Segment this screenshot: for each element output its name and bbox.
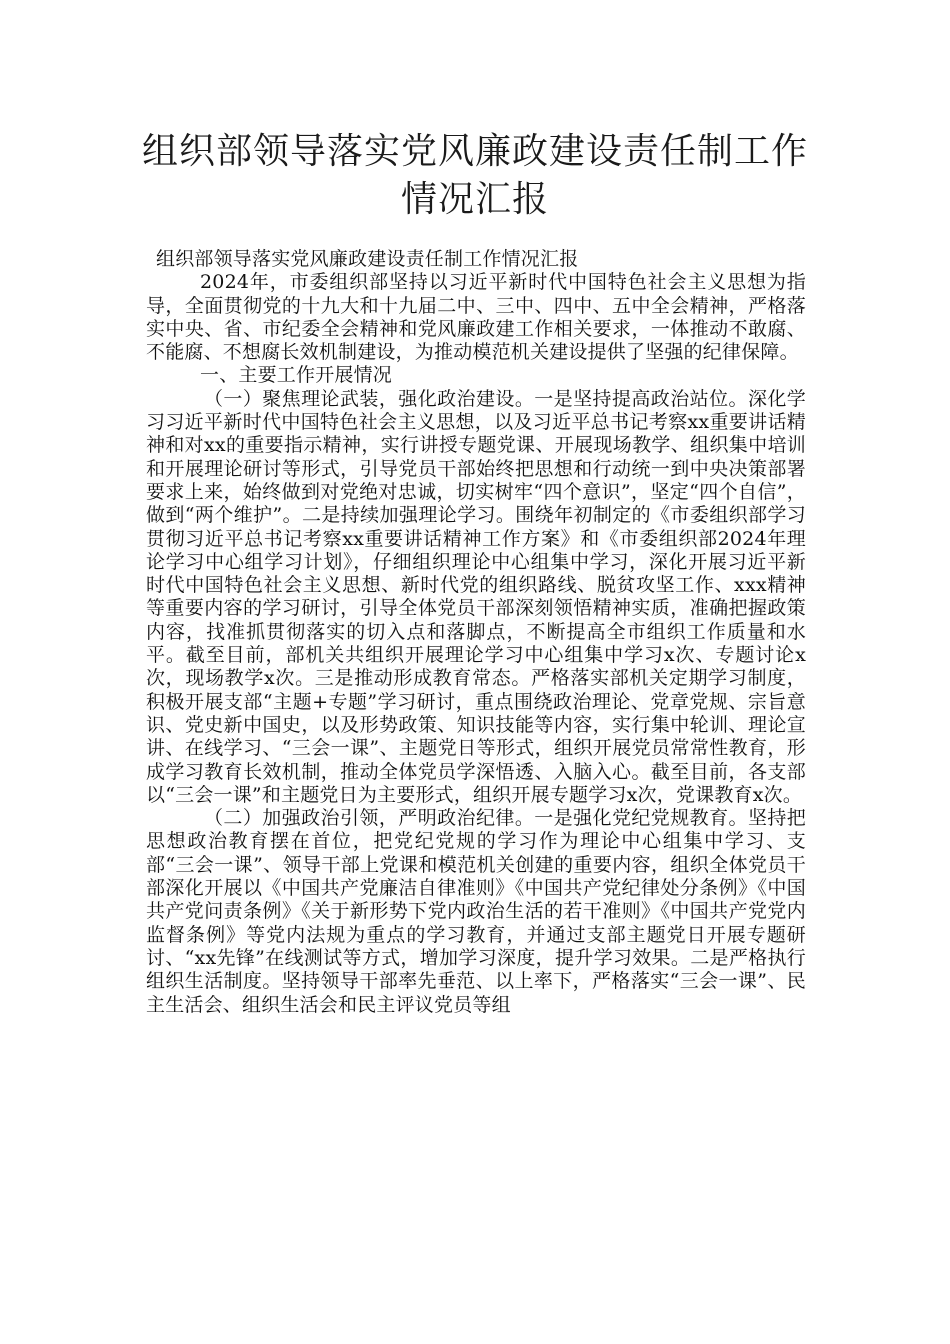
intro-paragraph: 2024年，市委组织部坚持以习近平新时代中国特色社会主义思想为指导，全面贯彻党的十九大和十九届二中、三中、四中、五中全会精神，严格落实中央、省、市纪委全会精神和党风廉政建工作相关要求，一体推动不敢腐、不能腐、不想腐长效机制建设，为推动模范机关建设提供了坚强的纪律保障。 [146, 271, 806, 364]
title-line-2: 情况汇报 [400, 179, 549, 220]
paragraph-2: （二）加强政治引领，严明政治纪律。一是强化党纪党规教育。坚持把思想政治教育摆在首位，把党纪党规的学习作为理论中心组集中学习、支部“三会一课”、领导干部上党课和模范机关创建的重要内容，组织全体党员干部深化开展以《中国共产党廉洁自律准则》《中国共产党纪律处分条例》《中国共产党问责条例》《关于新形势下党内政治生活的若干准则》《中国共产党党内监督条例》等党内法规为重点的学习教育，并通过支部主题党日开展专题研讨、“xx先锋”在线测试等方式，增加学习深度，提升学习效果。二是严格执行组织生活制度。坚持领导干部率先垂范、以上率下，严格落实“三会一课”、民主生活会、组织生活会和民主评议党员等组 [146, 807, 806, 1016]
title-line-1: 组织部领导落实党风廉政建设责任制工作 [141, 131, 808, 172]
document-body [146, 248, 806, 1017]
paragraph-1: （一）聚焦理论武装，强化政治建设。一是坚持提高政治站位。深化学习习近平新时代中国特色社会主义思想，以及习近平总书记考察xx重要讲话精神和对xx的重要指示精神，实行讲授专题党课、开展现场教学、组织集中培训和开展理论研讨等形式，引导党员干部始终把思想和行动统一到中央决策部署要求上来，始终做到对党绝对忠诚，切实树牢“四个意识”，坚定“四个自信”，做到“两个维护”。二是持续加强理论学习。围绕年初制定的《市委组织部学习贯彻习近平总书记考察xx重要讲话精神工作方案》和《市委组织部2024年理论学习中心组学习计划》，仔细组织理论中心组集中学习，深化开展习近平新时代中国特色社会主义思想、新时代党的组织路线、脱贫攻坚工作、xxx精神等重要内容的学习研讨，引导全体党员干部深刻领悟精神实质，准确把握政策内容，找准抓贯彻落实的切入点和落脚点，不断提高全市组织工作质量和水平。截至目前，部机关共组织开展理论学习中心组集中学习x次、专题讨论x次，现场教学x次。三是推动形成教育常态。严格落实部机关定期学习制度，积极开展支部“主题+专题”学习研讨，重点围绕政治理论、党章党规、宗旨意识、党史新中国史，以及形势政策、知识技能等内容，实行集中轮训、理论宣讲、在线学习、“三会一课”、主题党日等形式，组织开展党员常常性教育，形成学习教育长效机制，推动全体党员学深悟透、入脑入心。截至目前，各支部以“三会一课”和主题党日为主要形式，组织开展专题学习x次，党课教育x次。 [146, 387, 806, 806]
section-heading: 一、主要工作开展情况 [200, 364, 393, 387]
document-title [100, 128, 850, 224]
document-subtitle: 组织部领导落实党风廉政建设责任制工作情况汇报 [156, 248, 579, 270]
